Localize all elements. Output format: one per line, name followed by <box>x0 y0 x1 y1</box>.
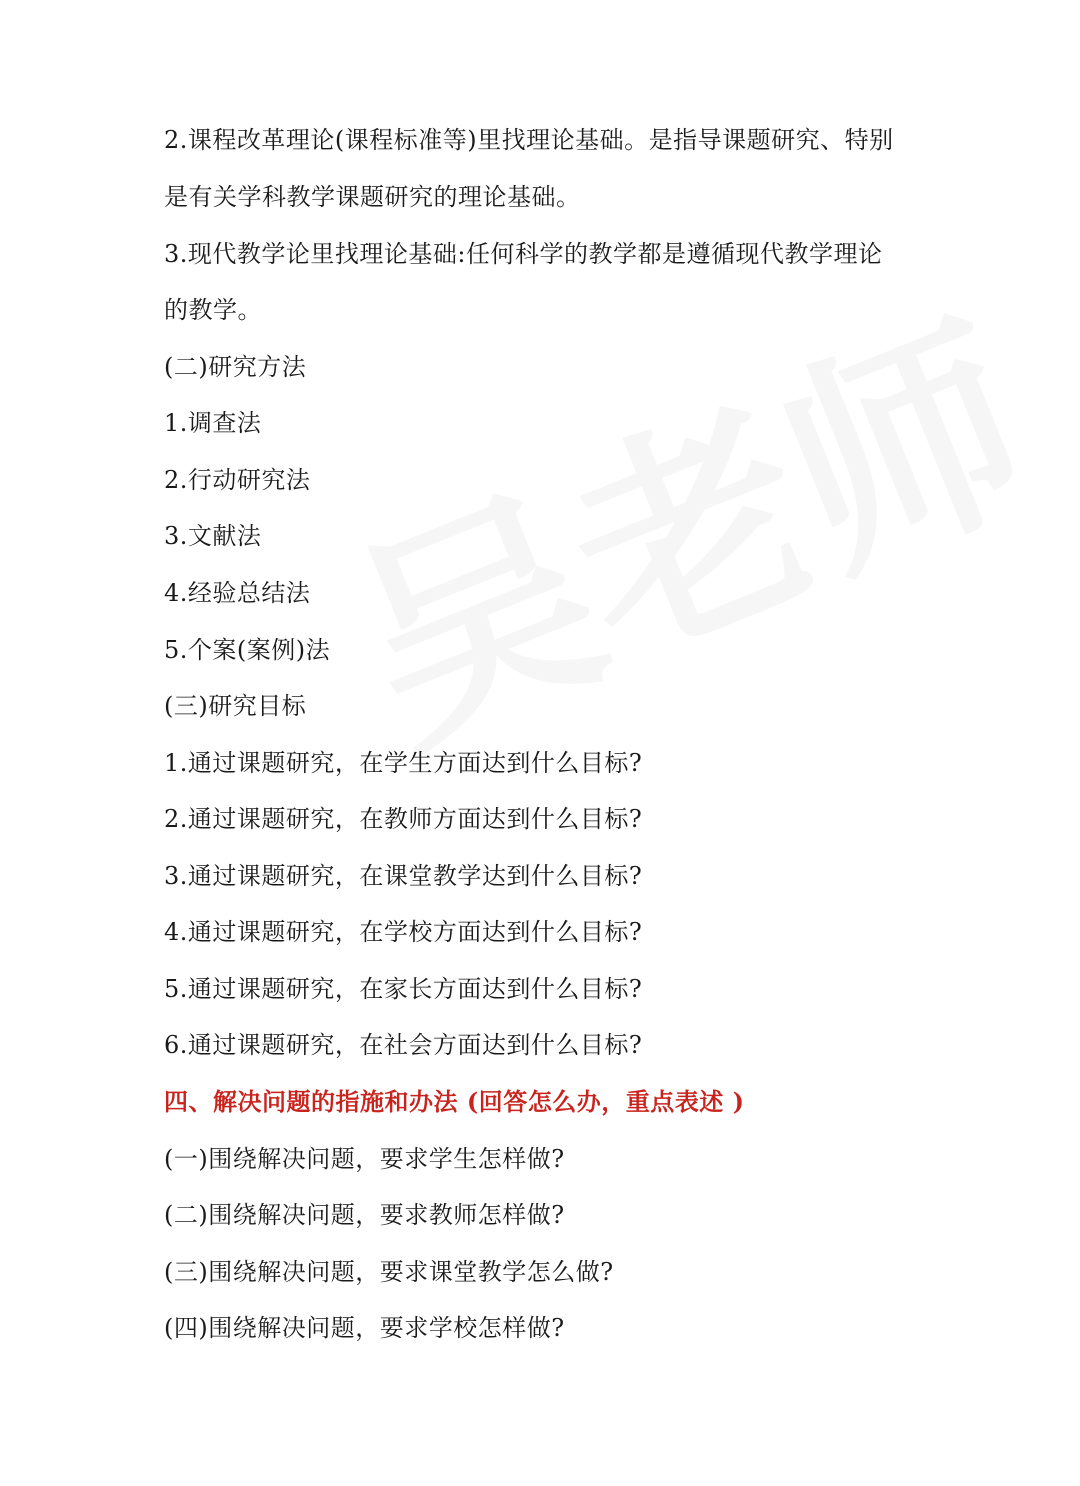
text-line: 2.课程改革理论(课程标准等)里找理论基础。是指导课题研究、特别 <box>164 126 894 154</box>
watermark <box>330 302 1056 774</box>
list-item: 2.通过课题研究，在教师方面达到什么目标? <box>164 805 643 833</box>
list-item: 1.通过课题研究，在学生方面达到什么目标? <box>164 749 643 777</box>
list-item: 5.个案(案例)法 <box>164 636 331 664</box>
list-item: (四)围绕解决问题，要求学校怎样做? <box>164 1314 565 1342</box>
main-heading: 四、解决问题的指施和办法 (回答怎么办，重点表述 ) <box>164 1087 745 1116</box>
list-item: 1.调查法 <box>164 409 262 437</box>
text-line: 的教学。 <box>164 296 262 324</box>
list-item: 3.文献法 <box>164 522 262 550</box>
list-item: (三)围绕解决问题，要求课堂教学怎么做? <box>164 1258 614 1286</box>
list-item: 3.通过课题研究，在课堂教学达到什么目标? <box>164 862 643 890</box>
list-item: (二)围绕解决问题，要求教师怎样做? <box>164 1201 565 1229</box>
list-item: 4.经验总结法 <box>164 579 311 607</box>
section-heading: (二)研究方法 <box>164 353 307 381</box>
list-item: 2.行动研究法 <box>164 466 311 494</box>
section-heading: (三)研究目标 <box>164 692 307 720</box>
text-line: 是有关学科教学课题研究的理论基础。 <box>164 183 581 211</box>
list-item: (一)围绕解决问题，要求学生怎样做? <box>164 1145 565 1173</box>
list-item: 4.通过课题研究，在学校方面达到什么目标? <box>164 918 643 946</box>
list-item: 5.通过课题研究，在家长方面达到什么目标? <box>164 975 643 1003</box>
text-line: 3.现代教学论里找理论基础:任何科学的教学都是遵循现代教学理论 <box>164 240 883 268</box>
list-item: 6.通过课题研究，在社会方面达到什么目标? <box>164 1031 643 1059</box>
